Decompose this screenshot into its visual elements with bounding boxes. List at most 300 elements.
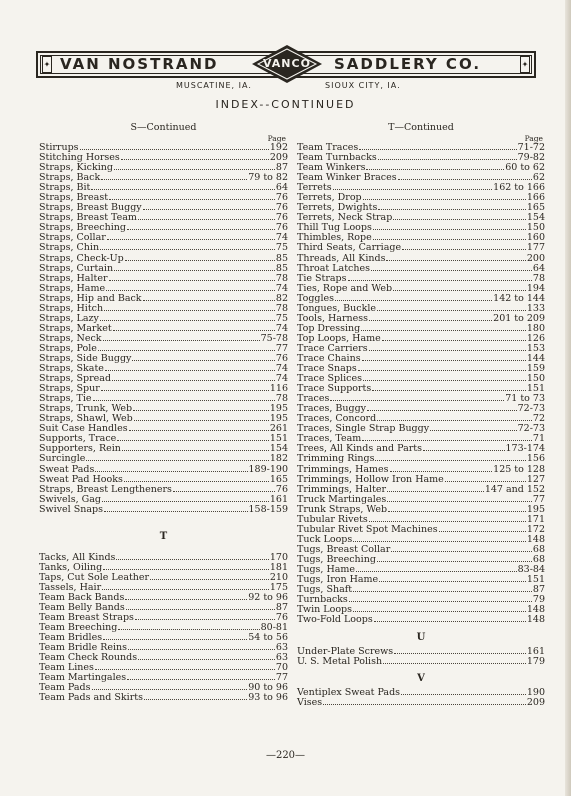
entry-name: Throat Latches: [297, 262, 370, 274]
leader-dots: [362, 359, 526, 361]
entry-page: 116: [269, 383, 288, 395]
entry-page: 158-159: [248, 503, 288, 515]
v-entries-list: [297, 688, 545, 708]
leader-dots: [379, 580, 526, 582]
entry-name: Straps, Back: [39, 172, 101, 184]
entry-page: 76: [275, 483, 288, 495]
entry-page: 87: [275, 162, 288, 174]
leader-dots: [92, 688, 248, 690]
entry-name: Straps, Trunk, Web: [39, 403, 133, 415]
entry-page: 170: [269, 551, 288, 563]
leader-dots: [353, 610, 526, 612]
entry-page: 92 to 96: [248, 591, 288, 603]
leader-dots: [100, 248, 275, 250]
entry-page: 261: [269, 423, 288, 435]
entry-page: 166: [526, 192, 545, 204]
entry-name: Threads, All Kinds: [297, 252, 386, 264]
index-entry: [39, 454, 288, 464]
entry-name: Twin Loops: [297, 604, 353, 616]
leader-dots: [109, 198, 275, 200]
leader-dots: [128, 648, 275, 650]
leader-dots: [445, 480, 526, 482]
entry-name: Straps, Lazy: [39, 312, 99, 324]
entry-name: Taps, Cut Sole Leather: [39, 571, 150, 583]
index-entry: [297, 698, 545, 708]
entry-name: Team Pads: [39, 682, 91, 694]
leader-dots: [121, 158, 269, 160]
leader-dots: [394, 652, 526, 654]
entry-page: 156: [526, 453, 545, 465]
leader-dots: [127, 678, 275, 680]
index-entry: [297, 243, 545, 253]
entry-page: 72-73: [517, 403, 545, 415]
entry-name: Thill Tug Loops: [297, 222, 372, 234]
entry-page: 77: [532, 493, 545, 505]
leader-dots: [103, 568, 269, 570]
entry-name: Ties, Rope and Web: [297, 282, 393, 294]
entry-name: Team Lines: [39, 662, 94, 674]
entry-page: 72-73: [517, 423, 545, 435]
leader-dots: [363, 198, 526, 200]
entry-name: Straps, Collar: [39, 232, 106, 244]
leader-dots: [423, 449, 505, 451]
entry-page: 182: [269, 453, 288, 465]
company-name-left: VAN NOSTRAND: [60, 55, 219, 73]
entry-page: 125 to 128: [493, 463, 545, 475]
entry-page: 147 and 152: [484, 483, 545, 495]
entry-name: Straps, Curtain: [39, 262, 114, 274]
entry-name: Truck Martingales: [297, 493, 387, 505]
entry-page: 74: [275, 232, 288, 244]
entry-page: 76: [275, 352, 288, 364]
entry-name: Team Martingales: [39, 672, 127, 684]
entry-page: 82: [275, 292, 288, 304]
t-continued-entries-list: [297, 143, 545, 625]
entry-page: 79-82: [517, 152, 545, 164]
entry-name: Traces, Concord: [297, 413, 377, 425]
right-column: [297, 121, 545, 708]
entry-page: 85: [275, 252, 288, 264]
entry-name: Third Seats, Carriage: [297, 242, 402, 254]
entry-page: 154: [526, 212, 545, 224]
entry-page: 172: [526, 523, 545, 535]
entry-page: 87: [275, 601, 288, 613]
leader-dots: [369, 349, 526, 351]
entry-page: 93 to 96: [248, 692, 288, 704]
entry-name: Team Winker Braces: [297, 172, 397, 184]
index-entry: [39, 693, 288, 703]
entry-name: Tugs, Shaft: [297, 584, 353, 596]
entry-page: 76: [275, 202, 288, 214]
leader-dots: [401, 693, 526, 695]
entry-name: Terrets: [297, 182, 332, 194]
entry-name: Suit Case Handles: [39, 423, 128, 435]
section-heading-t-continued: T—Continued: [388, 122, 454, 133]
entry-name: Tassels, Hair: [39, 581, 102, 593]
entry-name: Straps, Bit: [39, 182, 91, 194]
entry-name: Tuck Loops: [297, 533, 353, 545]
leader-dots: [377, 560, 532, 562]
entry-name: Team Winkers: [297, 162, 366, 174]
leader-dots: [109, 279, 275, 281]
entry-page: 68: [532, 553, 545, 565]
entry-name: Thimbles, Rope: [297, 232, 372, 244]
entry-page: 54 to 56: [248, 632, 288, 644]
entry-name: Supporters, Rein: [39, 443, 121, 455]
entry-page: 76: [275, 612, 288, 624]
entry-page: 64: [275, 182, 288, 194]
entry-page: 175: [269, 581, 288, 593]
leader-dots: [143, 208, 275, 210]
entry-page: 78: [532, 272, 545, 284]
entry-name: Straps, Breast Buggy: [39, 202, 142, 214]
leader-dots: [102, 500, 269, 502]
leader-dots: [387, 490, 484, 492]
leader-dots: [402, 248, 526, 250]
entry-page: 161: [526, 646, 545, 658]
entry-page: 74: [275, 282, 288, 294]
leader-dots: [103, 638, 247, 640]
entry-page: 133: [526, 302, 545, 314]
leader-dots: [114, 168, 275, 170]
entry-name: Team Bridle Reins: [39, 642, 128, 654]
entry-page: 79: [532, 594, 545, 606]
entry-name: Team Traces: [297, 142, 359, 153]
leader-dots: [98, 349, 275, 351]
entry-name: Straps, Neck: [39, 332, 102, 344]
leader-dots: [378, 208, 526, 210]
entry-page: 71 to 73: [505, 393, 545, 405]
leader-dots: [390, 470, 493, 472]
entry-name: Swivel Snaps: [39, 503, 103, 515]
entry-name: Top Loops, Hame: [297, 332, 381, 344]
section-heading-s: S—Continued: [130, 122, 197, 133]
entry-name: Tools, Harness: [297, 312, 368, 324]
entry-name: Vises: [297, 697, 323, 709]
entry-page: 74: [275, 322, 288, 334]
leader-dots: [323, 703, 526, 705]
leader-dots: [133, 409, 269, 411]
entry-page: 78: [275, 302, 288, 314]
entry-name: Team Breast Straps: [39, 612, 134, 624]
entry-name: Straps, Market: [39, 322, 112, 334]
leader-dots: [393, 218, 526, 220]
entry-name: Tongues, Buckle: [297, 302, 377, 314]
leader-dots: [330, 399, 504, 401]
entry-page: 75-78: [260, 332, 288, 344]
index-title: INDEX--CONTINUED: [215, 98, 356, 111]
leader-dots: [118, 628, 259, 630]
entry-name: Straps, Breast Team: [39, 212, 137, 224]
index-entry: [297, 688, 545, 698]
entry-name: Straps, Pole: [39, 342, 97, 354]
entry-name: Straps, Breeching: [39, 222, 126, 234]
entry-page: 201 to 209: [493, 312, 545, 324]
entry-page: 126: [526, 332, 545, 344]
entry-name: Straps, Breast Lengtheners: [39, 483, 172, 495]
entry-name: U. S. Metal Polish: [297, 656, 383, 668]
entry-page: 192: [269, 142, 288, 153]
city-left: MUSCATINE, IA.: [176, 81, 252, 90]
entry-page: 151: [269, 433, 288, 445]
entry-name: Tugs, Breast Collar: [297, 543, 391, 555]
leader-dots: [369, 319, 492, 321]
leader-dots: [80, 148, 269, 150]
entry-page: 76: [275, 192, 288, 204]
entry-name: Straps, Tie: [39, 393, 92, 405]
index-entry: [39, 505, 288, 515]
section-letter-v: V: [417, 673, 425, 685]
index-entry: [297, 657, 545, 667]
entry-name: Trimmings, Halter: [297, 483, 387, 495]
entry-page: 195: [269, 403, 288, 415]
leader-dots: [386, 259, 525, 261]
entry-name: Straps, Hame: [39, 282, 106, 294]
entry-name: Trimmings, Hollow Iron Hame: [297, 473, 444, 485]
entry-name: Straps, Breast: [39, 192, 109, 204]
entry-name: Trace Supports: [297, 383, 372, 395]
leader-dots: [393, 289, 526, 291]
entry-name: Trimmings, Hames: [297, 463, 389, 475]
leader-dots: [132, 359, 274, 361]
entry-name: Turnbacks: [297, 594, 348, 606]
leader-dots: [86, 459, 268, 461]
leader-dots: [374, 620, 526, 622]
entry-page: 154: [269, 443, 288, 455]
leader-dots: [93, 399, 275, 401]
entry-page: 60 to 62: [505, 162, 545, 174]
entry-name: Straps, Hitch: [39, 302, 104, 314]
entry-page: 160: [526, 232, 545, 244]
entry-name: Tacks, All Kinds: [39, 551, 116, 563]
section-letter-t: T: [159, 530, 168, 542]
entry-page: 177: [526, 242, 545, 254]
leader-dots: [430, 429, 517, 431]
leader-dots: [369, 520, 526, 522]
entry-name: Team Bridles: [39, 632, 103, 644]
entry-page: 72: [532, 413, 545, 425]
vanco-logo: [251, 44, 323, 84]
entry-name: Team Breeching: [39, 622, 118, 634]
leader-dots: [125, 598, 247, 600]
leader-dots: [375, 459, 525, 461]
entry-page: 148: [526, 604, 545, 616]
entry-name: Traces, Single Strap Buggy: [297, 423, 430, 435]
leader-dots: [173, 490, 275, 492]
entry-page: 180: [526, 322, 545, 334]
entry-name: Tie Straps: [297, 272, 347, 284]
entry-page: 76: [275, 212, 288, 224]
entry-name: Team Check Rounds: [39, 652, 138, 664]
leader-dots: [138, 218, 275, 220]
entry-name: Tubular Rivet Spot Machines: [297, 523, 438, 535]
leader-dots: [377, 419, 532, 421]
entry-name: Toggles: [297, 292, 335, 304]
leader-dots: [382, 339, 526, 341]
entry-name: Tugs, Hame: [297, 563, 356, 575]
leader-dots: [100, 319, 275, 321]
entry-page: 189-190: [248, 463, 288, 475]
entry-name: Straps, Kicking: [39, 162, 113, 174]
t-entries-list: [39, 553, 288, 704]
leader-dots: [106, 289, 275, 291]
entry-page: 78: [275, 393, 288, 405]
entry-page: 77: [275, 672, 288, 684]
entry-name: Tugs, Iron Hame: [297, 574, 379, 586]
entry-page: 142 to 144: [493, 292, 545, 304]
leader-dots: [102, 588, 269, 590]
left-column: [39, 121, 288, 703]
ornament-left-icon: ✦: [42, 56, 52, 73]
entry-name: Team Belly Bands: [39, 601, 125, 613]
entry-name: Straps, Spread: [39, 373, 112, 385]
city-right: SIOUX CITY, IA.: [325, 81, 401, 90]
entry-name: Trees, All Kinds and Parts: [297, 443, 422, 455]
leader-dots: [107, 238, 275, 240]
entry-page: 90 to 96: [248, 682, 288, 694]
entry-name: Ventiplex Sweat Pads: [297, 687, 401, 699]
leader-dots: [144, 698, 247, 700]
entry-page: 151: [526, 574, 545, 586]
entry-page: 194: [526, 282, 545, 294]
entry-page: 190: [526, 687, 545, 699]
leader-dots: [387, 500, 532, 502]
leader-dots: [377, 309, 526, 311]
entry-page: 150: [526, 373, 545, 385]
leader-dots: [135, 618, 275, 620]
leader-dots: [353, 590, 532, 592]
entry-page: 80-81: [260, 622, 288, 634]
entry-page: 165: [526, 202, 545, 214]
leader-dots: [101, 389, 269, 391]
leader-dots: [359, 148, 516, 150]
entry-name: Terrets, Drop: [297, 192, 362, 204]
entry-page: 71-72: [517, 142, 545, 153]
entry-page: 209: [269, 152, 288, 164]
entry-page: 70: [275, 662, 288, 674]
leader-dots: [361, 329, 526, 331]
entry-page: 74: [275, 363, 288, 375]
section-letter-u: U: [416, 632, 426, 644]
entry-name: Straps, Hip and Back: [39, 292, 142, 304]
entry-name: Tanks, Oiling: [39, 561, 103, 573]
entry-name: Stitching Horses: [39, 152, 120, 164]
leader-dots: [143, 299, 275, 301]
entry-page: 162 to 166: [493, 182, 545, 194]
entry-name: Surcingle: [39, 453, 86, 465]
leader-dots: [103, 339, 260, 341]
leader-dots: [373, 228, 526, 230]
leader-dots: [117, 439, 269, 441]
leader-dots: [398, 178, 532, 180]
entry-page: 63: [275, 642, 288, 654]
entry-name: Team Back Bands: [39, 591, 125, 603]
entry-page: 151: [526, 383, 545, 395]
entry-name: Sweat Pad Hooks: [39, 473, 123, 485]
entry-page: 71: [532, 433, 545, 445]
entry-name: Under-Plate Screws: [297, 646, 394, 658]
entry-page: 181: [269, 561, 288, 573]
entry-page: 195: [269, 413, 288, 425]
leader-dots: [388, 510, 526, 512]
entry-name: Swivels, Gag: [39, 493, 101, 505]
entry-page: 171: [526, 513, 545, 525]
entry-page: 159: [526, 363, 545, 375]
leader-dots: [363, 379, 526, 381]
page-number: —220—: [265, 750, 306, 761]
page-column-label: Page: [267, 134, 286, 143]
entry-page: 148: [526, 533, 545, 545]
entry-page: 85: [275, 262, 288, 274]
s-entries-list: [39, 143, 288, 515]
entry-name: Straps, Halter: [39, 272, 108, 284]
entry-page: 161: [269, 493, 288, 505]
entry-name: Stirrups: [39, 142, 79, 153]
entry-page: 179: [526, 656, 545, 668]
u-entries-list: [297, 647, 545, 667]
leader-dots: [126, 608, 275, 610]
index-entry: [297, 454, 545, 464]
leader-dots: [373, 238, 526, 240]
entry-name: Terrets, Neck Strap: [297, 212, 393, 224]
leader-dots: [104, 309, 275, 311]
leader-dots: [129, 429, 269, 431]
leader-dots: [138, 658, 275, 660]
leader-dots: [105, 369, 275, 371]
leader-dots: [150, 578, 269, 580]
entry-name: Tubular Rivets: [297, 513, 368, 525]
entry-name: Straps, Spur: [39, 383, 100, 395]
entry-name: Traces, Team: [297, 433, 362, 445]
entry-name: Team Pads and Skirts: [39, 692, 143, 704]
index-entry: [297, 615, 545, 625]
entry-page: 83-84: [517, 563, 545, 575]
entry-page: 78: [275, 272, 288, 284]
entry-page: 68: [532, 543, 545, 555]
entry-page: 210: [269, 571, 288, 583]
leader-dots: [104, 510, 248, 512]
leader-dots: [439, 530, 526, 532]
leader-dots: [378, 158, 517, 160]
leader-dots: [356, 570, 517, 572]
entry-page: 173-174: [505, 443, 545, 455]
entry-page: 144: [526, 352, 545, 364]
leader-dots: [95, 668, 275, 670]
leader-dots: [366, 168, 504, 170]
entry-name: Traces: [297, 393, 330, 405]
leader-dots: [112, 379, 275, 381]
entry-name: Straps, Check-Up: [39, 252, 124, 264]
leader-dots: [353, 540, 526, 542]
index-entry: [39, 243, 288, 253]
logo-text: VANCO: [263, 57, 311, 70]
entry-page: 150: [526, 222, 545, 234]
entry-page: 64: [532, 262, 545, 274]
leader-dots: [127, 228, 275, 230]
entry-page: 153: [526, 342, 545, 354]
leader-dots: [122, 449, 269, 451]
entry-name: Team Turnbacks: [297, 152, 377, 164]
leader-dots: [101, 178, 247, 180]
entry-name: Traces, Buggy: [297, 403, 367, 415]
entry-page: 75: [275, 312, 288, 324]
ornament-right-icon: ✦: [520, 56, 530, 73]
entry-name: Tugs, Breeching: [297, 553, 376, 565]
entry-name: Trace Chains: [297, 352, 361, 364]
leader-dots: [91, 188, 275, 190]
entry-name: Straps, Side Buggy: [39, 352, 132, 364]
leader-dots: [371, 269, 532, 271]
